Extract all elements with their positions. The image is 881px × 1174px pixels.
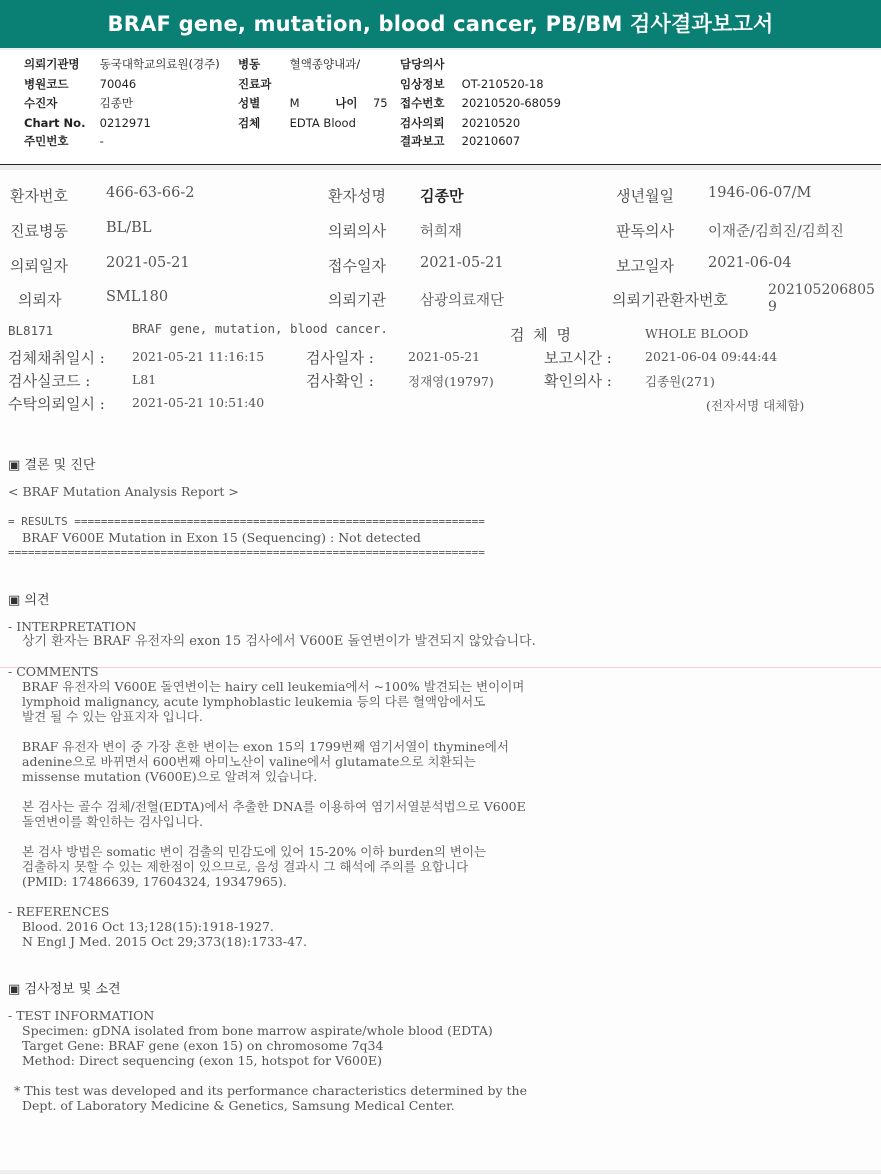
comment-line-2: lymphoid malignancy, acute lymphoblastic leukemia 등의 다른 혈액암에서도 [22, 694, 486, 709]
dob-value: 1946-06-07/M [708, 185, 812, 201]
collect-label: 검체채취일시 : [8, 349, 105, 367]
reader-value: 이재준/김희진/김희진 [708, 224, 844, 240]
specimen-name-label: 검 체 명 [510, 326, 574, 344]
rep-date-label: 보고일자 [616, 257, 674, 275]
req-inst-value: 삼광의료재단 [420, 293, 505, 309]
pid-value: 466-63-66-2 [106, 185, 195, 201]
confirm-doc-value: 김종원(271) [645, 374, 715, 389]
ward-row [238, 55, 360, 73]
reference-1: Blood. 2016 Oct 13;128(15):1918-1927. [22, 919, 274, 934]
interp-text: 상기 환자는 BRAF 유전자의 exon 15 검사에서 V600E 돌연변이가 발견되지 않았습니다. [22, 634, 536, 649]
doctor-label: 담당의사 [400, 57, 445, 71]
req-org-value: 동국대학교의료원(경주) [99, 57, 220, 71]
req-date-label-2: 의뢰일자 [10, 257, 68, 275]
test-info-label: - TEST INFORMATION [8, 1008, 155, 1023]
recv-date-label: 접수일자 [328, 257, 386, 275]
scanned-report [0, 170, 881, 1170]
ward-value-2: BL/BL [106, 220, 152, 236]
ssn-label: 주민번호 [24, 134, 69, 148]
reference-2: N Engl J Med. 2015 Oct 29;373(18):1733-47. [22, 934, 307, 949]
comment-line-7: 본 검사는 골수 검체/전혈(EDTA)에서 추출한 DNA를 이용하여 염기서열분석법으로 V600E [22, 799, 526, 814]
report-date-value: 20210607 [461, 134, 521, 148]
confirm-value: 정재영(19797) [408, 374, 494, 389]
hosp-code-row [24, 75, 136, 93]
req-org-label: 의뢰기관명 [24, 57, 80, 71]
requester-value: SML180 [106, 289, 169, 305]
interp-label: - INTERPRETATION [8, 619, 137, 634]
test-info-2: Target Gene: BRAF gene (exon 15) on chromosome 7q34 [22, 1038, 384, 1053]
comment-line-6: missense mutation (V600E)으로 알려져 있습니다. [22, 769, 318, 784]
doctor-row [400, 55, 462, 73]
sex-age-row [238, 94, 388, 112]
clinical-label: 임상정보 [400, 77, 445, 91]
test-info-3: Method: Direct sequencing (exon 15, hotspot for V600E) [22, 1053, 382, 1068]
divider [0, 667, 881, 668]
comment-line-11: (PMID: 17486639, 17604324, 19347965). [22, 874, 287, 889]
sex-label: 성별 [238, 96, 261, 110]
req-doc-value: 허희재 [420, 224, 463, 240]
confirm-label: 검사확인 : [306, 372, 374, 390]
req-org-row [24, 55, 220, 73]
age-value: 75 [372, 96, 388, 110]
ssn-row [24, 132, 104, 150]
req-inst-label: 의뢰기관 [328, 291, 386, 309]
req-date-value: 20210520 [461, 116, 521, 130]
clinical-row [400, 75, 544, 93]
lab-code-value: L81 [132, 372, 157, 387]
sex-value: M [289, 96, 300, 110]
test-code: BL8171 [8, 323, 54, 338]
result-text: BRAF V600E Mutation in Exon 15 (Sequencing) : Not detected [22, 530, 421, 545]
comment-line-4: BRAF 유전자 변이 중 가장 흔한 변이는 exon 15의 1799번째 염기서열이 thymine에서 [22, 739, 509, 754]
specimen-name-value: WHOLE BLOOD [645, 326, 749, 341]
opinion-heading: ▣ 의견 [8, 593, 50, 608]
esign-note: (전자서명 대체함) [706, 398, 805, 413]
req-date-row [400, 114, 520, 132]
chart-row [24, 114, 151, 132]
comment-line-5: adenine으로 바뀌면서 600번째 아미노산이 valine에서 glutamate으로 치환되는 [22, 754, 476, 769]
comment-line-10: 검출하지 못할 수 있는 제한점이 있으므로, 음성 결과시 그 해석에 주의를 요합니다 [22, 859, 469, 874]
reader-label: 판독의사 [616, 222, 674, 240]
dept-row [238, 75, 290, 93]
conclusion-heading: ▣ 결론 및 진단 [8, 458, 96, 473]
ward-label-2: 진료병동 [10, 222, 68, 240]
ward-value: 혈액종양내과/ [289, 57, 361, 71]
req-date-value-2: 2021-05-21 [106, 255, 190, 271]
specimen-row [238, 114, 356, 132]
recv-date-value: 2021-05-21 [420, 255, 504, 271]
test-date-value: 2021-05-21 [408, 349, 481, 364]
inst-pid-value-2: 9 [768, 299, 777, 315]
req-doc-label: 의뢰의사 [328, 222, 386, 240]
receipt-value: 20210520-68059 [461, 96, 561, 110]
specimen-value: EDTA Blood [289, 116, 356, 130]
lab-code-label: 검사실코드 : [8, 372, 91, 390]
header-info [0, 50, 881, 165]
dob-label: 생년월일 [616, 187, 674, 205]
hosp-code-label: 병원코드 [24, 77, 69, 91]
pid-label: 환자번호 [10, 187, 68, 205]
rep-date-value: 2021-06-04 [708, 255, 792, 271]
req-date-label: 검사의뢰 [400, 116, 445, 130]
test-date-label: 검사일자 : [306, 349, 374, 367]
test-info-1: Specimen: gDNA isolated from bone marrow aspirate/whole blood (EDTA) [22, 1023, 493, 1038]
receipt-row [400, 94, 561, 112]
comments-label: - COMMENTS [8, 664, 99, 679]
dept-label: 진료과 [238, 77, 272, 91]
collect-value: 2021-05-21 11:16:15 [132, 349, 265, 364]
comment-line-8: 돌연변이를 확인하는 검사입니다. [22, 814, 203, 829]
report-title: BRAF gene, mutation, blood cancer, PB/BM 검사결과보고서 [0, 0, 881, 48]
inst-pid-value-1: 202105206805 [768, 282, 875, 298]
results-end: ======================================================================== [8, 546, 485, 559]
receipt-label: 접수번호 [400, 96, 445, 110]
test-name: BRAF gene, mutation, blood cancer. [132, 321, 388, 336]
comment-line-1: BRAF 유전자의 V600E 돌연변이는 hairy cell leukemia에서 ~100% 발견되는 변이이며 [22, 679, 525, 694]
inst-pid-label: 의뢰기관환자번호 [612, 291, 728, 309]
chart-label: Chart No. [24, 116, 86, 130]
hosp-code-value: 70046 [99, 77, 137, 91]
clinical-value: OT-210520-18 [461, 77, 544, 91]
report-date-label: 결과보고 [400, 134, 445, 148]
report-subtitle: < BRAF Mutation Analysis Report > [8, 484, 239, 499]
chart-value: 0212971 [99, 116, 151, 130]
comment-line-9: 본 검사 방법은 somatic 변이 검출의 민감도에 있어 15-20% 이하 burden의 변이는 [22, 844, 487, 859]
consign-value: 2021-05-21 10:51:40 [132, 395, 265, 410]
report-time-value: 2021-06-04 09:44:44 [645, 349, 778, 364]
references-label: - REFERENCES [8, 904, 110, 919]
ssn-value: - [99, 134, 104, 148]
test-info-heading: ▣ 검사정보 및 소견 [8, 982, 121, 997]
report-time-label: 보고시간 : [544, 349, 612, 367]
specimen-label: 검체 [238, 116, 261, 130]
requester-label: 의뢰자 [18, 291, 62, 309]
pname-label: 환자성명 [328, 187, 386, 205]
pname-value: 김종만 [420, 187, 464, 205]
age-label: 나이 [335, 96, 358, 110]
results-line: = RESULTS ============================================================== [8, 515, 485, 528]
comment-line-3: 발견 될 수 있는 암표지자 입니다. [22, 709, 203, 724]
recipient-label: 수진자 [24, 96, 58, 110]
consign-label: 수탁의뢰일시 : [8, 395, 105, 413]
recipient-value: 김종만 [99, 96, 133, 110]
disclaimer-2: Dept. of Laboratory Medicine & Genetics, Samsung Medical Center. [22, 1098, 455, 1113]
disclaimer-1: * This test was developed and its performance characteristics determined by the [14, 1083, 527, 1098]
recipient-row [24, 94, 133, 112]
confirm-doc-label: 확인의사 : [544, 372, 612, 390]
ward-label: 병동 [238, 57, 261, 71]
report-date-row [400, 132, 520, 150]
